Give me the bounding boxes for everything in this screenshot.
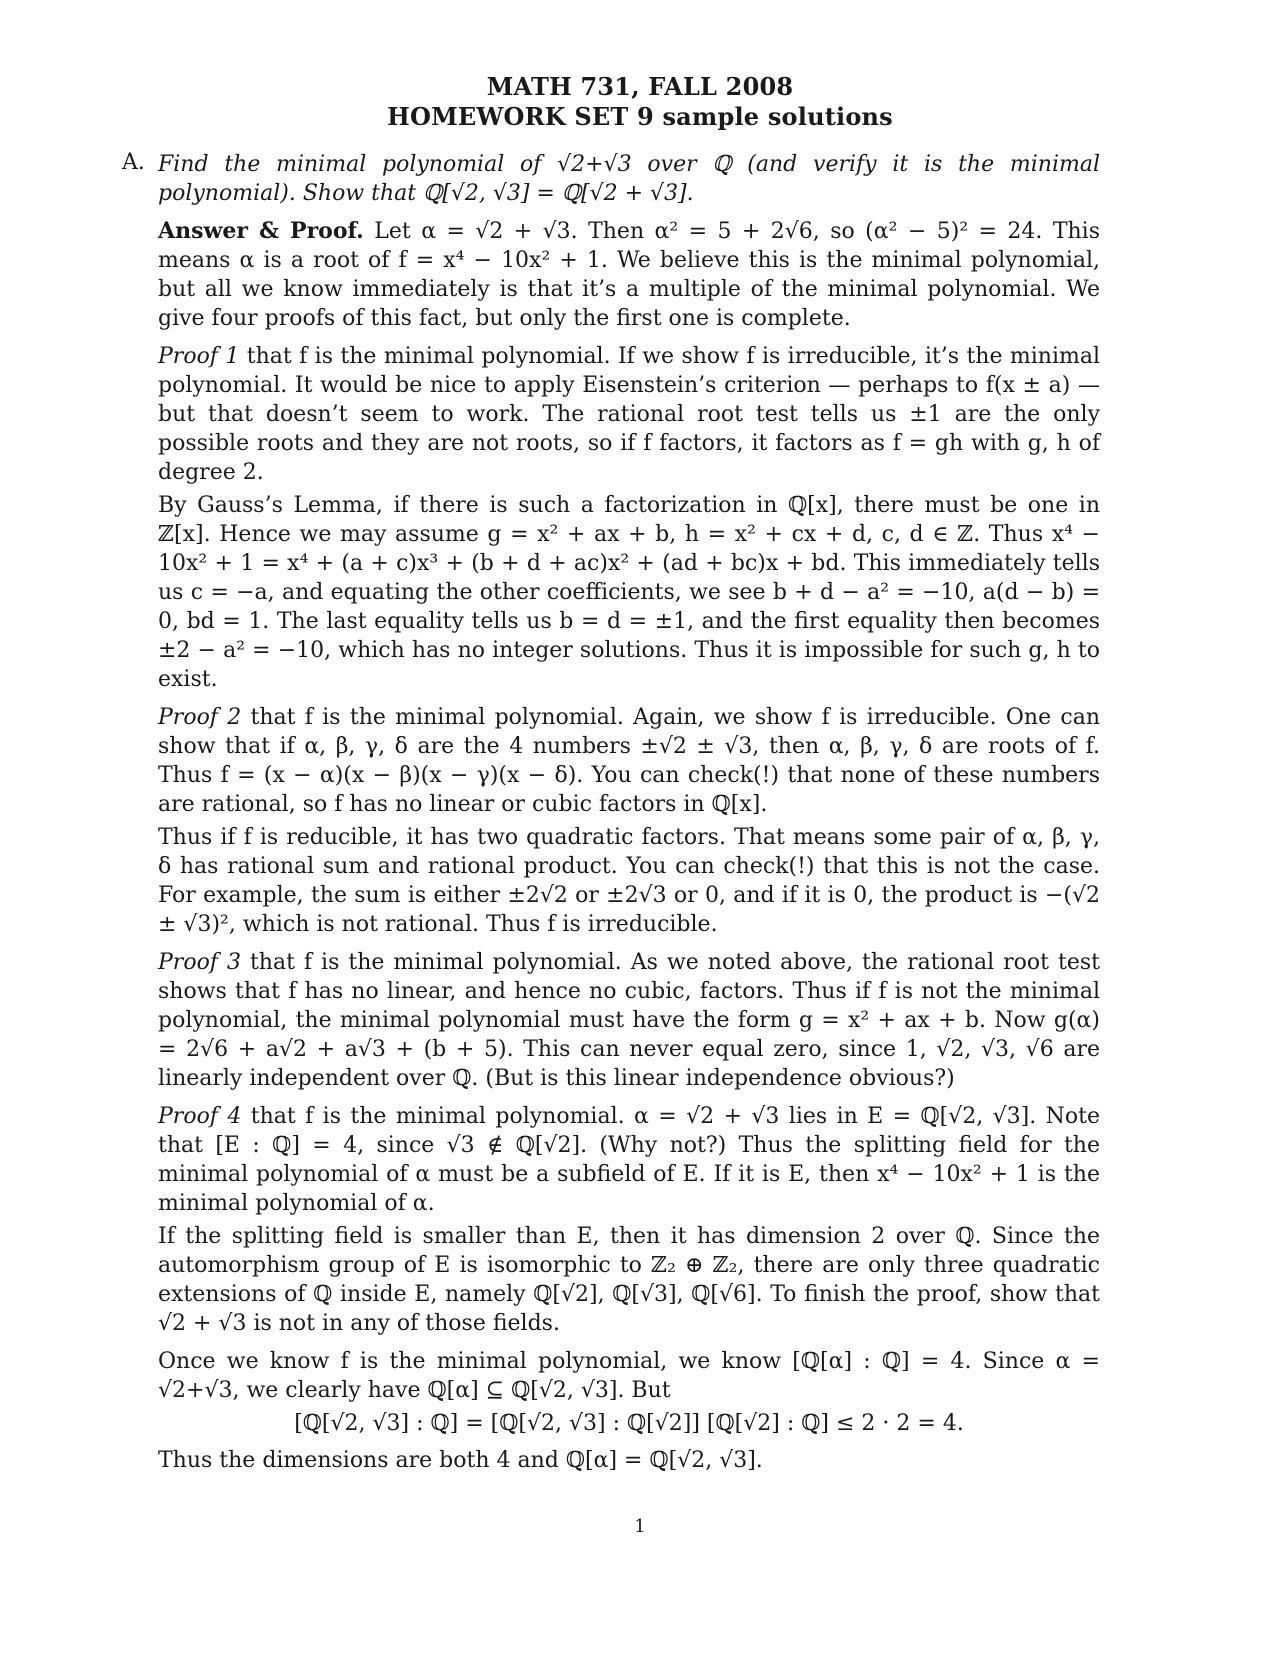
course-title: MATH 731, FALL 2008: [486, 72, 794, 101]
homework-title: HOMEWORK SET 9 sample solutions: [387, 102, 893, 131]
title-block: [0, 72, 1280, 132]
proof-3-paragraph-1: [158, 948, 1100, 1093]
proof-4-paragraph-1: [158, 1102, 1100, 1218]
proof-4-paragraph-2: If the splitting field is smaller than E, then it has dimension 2 over ℚ. Since the automorphism group of E is isomorphic to ℤ₂ ⊕ ℤ₂, there are only three quadratic extensions of ℚ inside E, namely ℚ[√2], ℚ[√3], ℚ[√6]. To finish the proof, show that √2 + √3 is not in any of those fields.: [158, 1224, 1100, 1336]
solution-body: [158, 150, 1100, 1484]
proof-4-text: that f is the minimal polynomial. α = √2 + √3 lies in E = ℚ[√2, √3]. Note that [E : ℚ] = 4, since √3 ∉ ℚ[√2]. (Why not?) Thus the splitting field for the minimal polynomial of α must be a subfield of E. If it is E, then x⁴ − 10x² + 1 is the minimal polynomial of α.: [158, 1104, 1100, 1216]
page-number: 1: [634, 1516, 646, 1537]
proof-3-text: that f is the minimal polynomial. As we noted above, the rational root test shows that f has no linear, and hence no cubic, factors. Thus if f is not the minimal polynomial, the minimal polynomial must have the form g = x² + ax + b. Now g(α) = 2√6 + a√2 + a√3 + (b + 5). This can never equal zero, since 1, √2, √3, √6 are linearly independent over ℚ. (But is this linear independence obvious?): [158, 950, 1100, 1091]
proof-3-label: Proof 3: [158, 950, 241, 975]
answer-text: Let α = √2 + √3. Then α² = 5 + 2√6, so (α² − 5)² = 24. This means α is a root of f = x⁴ − 10x² + 1. We believe this is the minimal polynomial, but all we know immediately is that it’s a multiple of the minimal polynomial. We give four proofs of this fact, but only the first one is complete.: [158, 219, 1101, 331]
proof-2-text: that f is the minimal polynomial. Again, we show f is irreducible. One can show that if α, β, γ, δ are the 4 numbers ±√2 ± √3, then α, β, γ, δ are roots of f. Thus f = (x − α)(x − β)(x − γ)(x − δ). You can check(!) that none of these numbers are rational, so f has no linear or cubic factors in ℚ[x].: [158, 705, 1100, 817]
dimension-equation: [ℚ[√2, √3] : ℚ] = [ℚ[√2, √3] : ℚ[√2]] [ℚ[√2] : ℚ] ≤ 2 · 2 = 4.: [294, 1411, 964, 1436]
proof-1-label: Proof 1: [158, 344, 240, 369]
conclusion-text-1: Once we know f is the minimal polynomial, we know [ℚ[α] : ℚ] = 4. Since α = √2+√3, we clearly have ℚ[α] ⊆ ℚ[√2, √3]. But: [158, 1349, 1100, 1403]
conclusion-text-2: Thus the dimensions are both 4 and ℚ[α] = ℚ[√2, √3].: [158, 1448, 763, 1473]
answer-heading: Answer & Proof.: [158, 218, 364, 244]
problem-label: A.: [122, 150, 145, 175]
proof-2-paragraph-2: Thus if f is reducible, it has two quadratic factors. That means some pair of α, β, γ, δ has rational sum and rational product. You can check(!) that this is not the case. For example, the sum is either ±2√2 or ±2√3 or 0, and if it is 0, the product is −(√2 ± √3)², which is not rational. Thus f is irreducible.: [158, 825, 1100, 937]
proof-2-paragraph-1: [158, 703, 1100, 819]
answer-paragraph: [158, 217, 1100, 333]
proof-1-paragraph-2: By Gauss’s Lemma, if there is such a factorization in ℚ[x], there must be one in ℤ[x]. Hence we may assume g = x² + ax + b, h = x² + cx + d, c, d ∈ ℤ. Thus x⁴ − 10x² + 1 = x⁴ + (a + c)x³ + (b + d + ac)x² + (ad + bc)x + bd. This immediately tells us c = −a, and equating the other coefficients, we see b + d − a² = −10, a(d − b) = 0, bd = 1. The last equality tells us b = d = ±1, and the first equality then becomes ±2 − a² = −10, which has no integer solutions. Thus it is impossible for such g, h to exist.: [158, 493, 1100, 692]
proof-1-text: that f is the minimal polynomial. If we show f is irreducible, it’s the minimal polynomial. It would be nice to apply Eisenstein’s criterion — perhaps to f(x ± a) — but that doesn’t seem to work. The rational root test tells us ±1 are the only possible roots and they are not roots, so if f factors, it factors as f = gh with g, h of degree 2.: [158, 344, 1100, 485]
proof-4-label: Proof 4: [158, 1104, 242, 1129]
proof-1-paragraph-1: [158, 342, 1100, 487]
problem-statement: Find the minimal polynomial of √2+√3 over ℚ (and verify it is the minimal polynomial). Show that ℚ[√2, √3] = ℚ[√2 + √3].: [158, 152, 1100, 206]
proof-2-label: Proof 2: [158, 705, 242, 730]
